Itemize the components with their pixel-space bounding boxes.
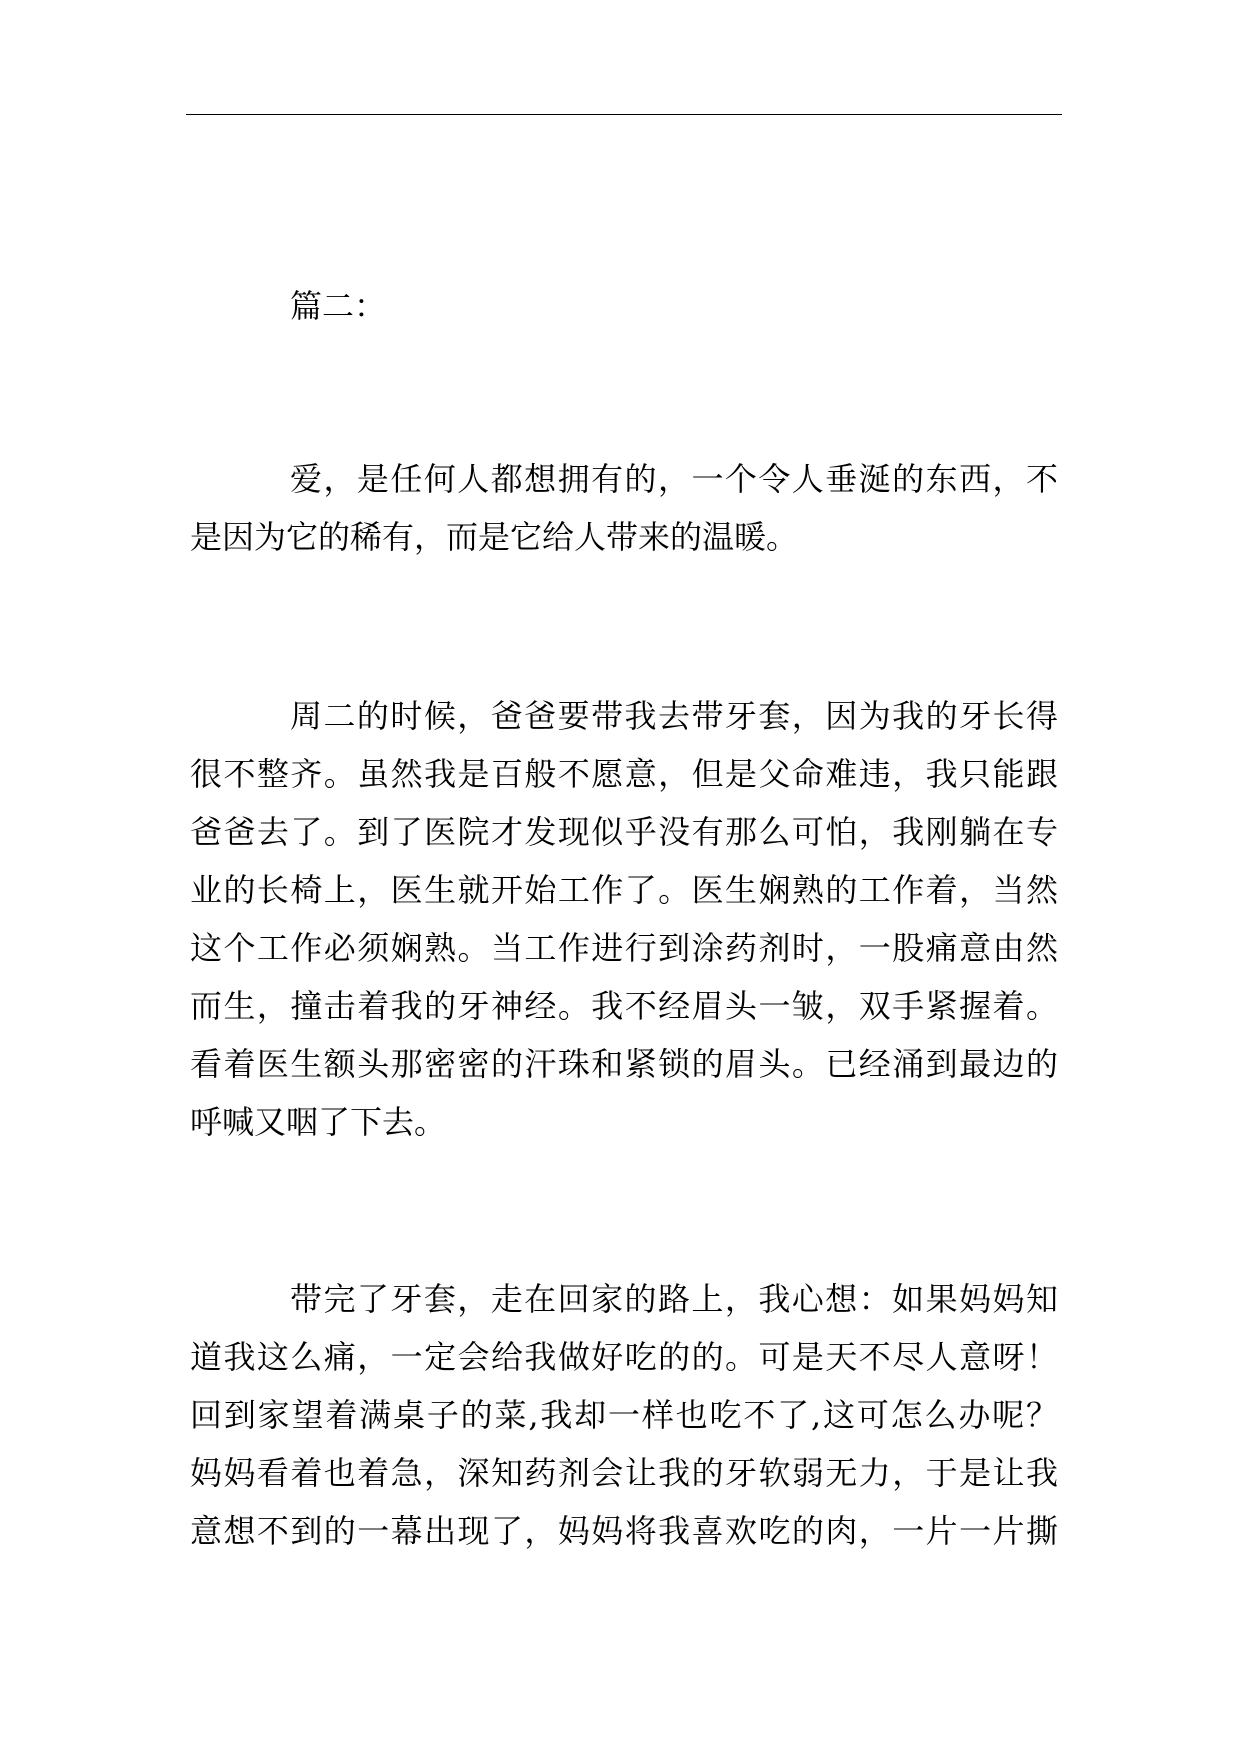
paragraph-line: 意想不到的一幕出现了，妈妈将我喜欢吃的肉，一片一片撕 xyxy=(190,1512,1058,1550)
section-heading: 篇二： xyxy=(290,287,387,325)
paragraph-line: 呼喊又咽了下去。 xyxy=(190,1103,447,1141)
paragraph-line: 爱，是任何人都想拥有的，一个令人垂涎的东西，不 xyxy=(290,460,1058,498)
paragraph-2 xyxy=(190,687,1058,1151)
paragraph-line: 回到家望着满桌子的菜,我却一样也吃不了,这可怎么办呢？ xyxy=(190,1396,1058,1434)
paragraph-line: 妈妈看着也着急，深知药剂会让我的牙软弱无力，于是让我 xyxy=(190,1454,1058,1492)
paragraph-line: 很不整齐。虽然我是百般不愿意，但是父命难违，我只能跟 xyxy=(190,755,1058,793)
paragraph-line: 道我这么痛，一定会给我做好吃的的。可是天不尽人意呀！ xyxy=(190,1338,1058,1376)
paragraph-line: 看着医生额头那密密的汗珠和紧锁的眉头。已经涌到最边的 xyxy=(190,1045,1058,1083)
paragraph-line: 而生，撞击着我的牙神经。我不经眉头一皱，双手紧握着。 xyxy=(190,987,1058,1025)
paragraph-line: 是因为它的稀有，而是它给人带来的温暖。 xyxy=(190,518,799,556)
paragraph-line: 带完了牙套，走在回家的路上，我心想：如果妈妈知 xyxy=(290,1280,1058,1318)
paragraph-1 xyxy=(190,450,1058,566)
header-rule xyxy=(186,114,1062,115)
paragraph-line: 业的长椅上，医生就开始工作了。医生娴熟的工作着，当然 xyxy=(190,871,1058,909)
paragraph-line: 爸爸去了。到了医院才发现似乎没有那么可怕，我刚躺在专 xyxy=(190,813,1058,851)
paragraph-line: 这个工作必须娴熟。当工作进行到涂药剂时，一股痛意由然 xyxy=(190,929,1058,967)
paragraph-line: 周二的时候，爸爸要带我去带牙套，因为我的牙长得 xyxy=(290,697,1058,735)
paragraph-3 xyxy=(190,1270,1058,1560)
